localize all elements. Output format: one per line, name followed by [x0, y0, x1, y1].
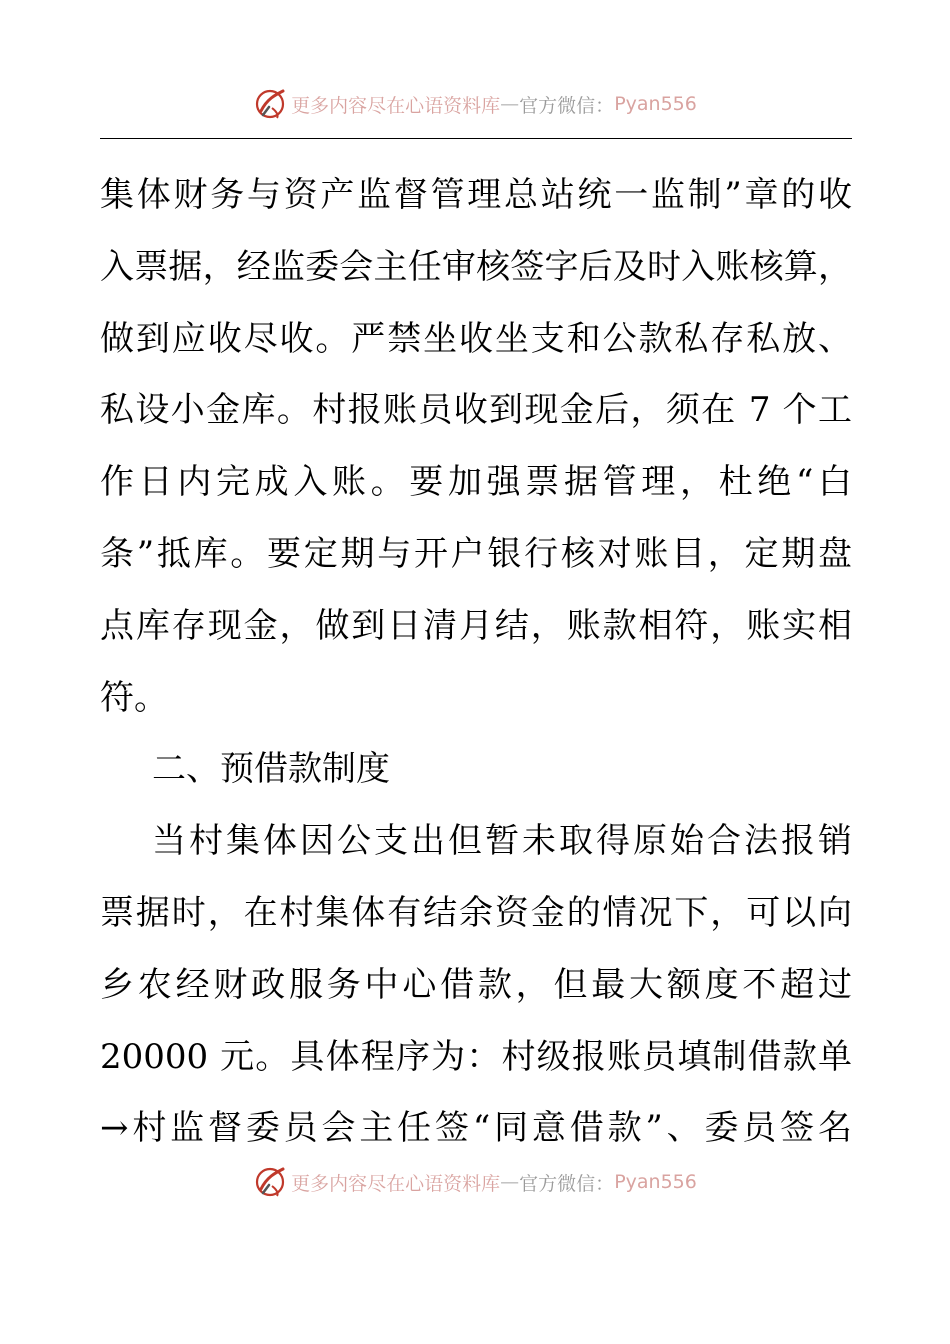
body-line: 私设小金库。村报账员收到现金后，须在 7 个工 [100, 390, 852, 431]
banner-wechat-id: Pyan556 [614, 1171, 697, 1193]
body-line: 入票据，经监委会主任审核签字后及时入账核算， [100, 246, 852, 287]
pen-ribbon-logo-icon [253, 87, 287, 121]
body-line: 点库存现金，做到日清月结，账款相符，账实相 [100, 605, 852, 646]
document-body [100, 160, 852, 1165]
pen-ribbon-logo-icon [253, 1165, 287, 1199]
body-line: 做到应收尽收。严禁坐收坐支和公款私存私放、 [100, 318, 852, 359]
banner-title: 更多内容尽在心语资料库 [291, 1172, 501, 1195]
banner-wechat-id: Pyan556 [614, 93, 697, 115]
body-line: 票据时，在村集体有结余资金的情况下，可以向 [100, 892, 852, 933]
banner-dash: — [500, 93, 520, 115]
body-line: 符。 [100, 677, 168, 718]
header-divider [100, 138, 852, 139]
body-line: 当村集体因公支出但暂未取得原始合法报销 [152, 821, 852, 862]
banner-wechat-label: 官方微信： [519, 1172, 615, 1195]
section-heading: 二、预借款制度 [152, 749, 390, 790]
banner-wechat-label: 官方微信： [519, 94, 615, 117]
body-line: 集体财务与资产监督管理总站统一监制”章的收 [100, 175, 852, 215]
footer-banner [0, 1162, 950, 1202]
header-banner [0, 84, 950, 124]
body-line: →村监督委员会主任签“同意借款”、委员签名 [100, 1108, 852, 1149]
banner-dash: — [500, 1171, 520, 1193]
body-line: 作日内完成入账。要加强票据管理，杜绝“白 [100, 462, 852, 503]
body-line: 20000 元。具体程序为：村级报账员填制借款单 [100, 1036, 852, 1077]
body-line: 条”抵库。要定期与开户银行核对账目，定期盘 [100, 533, 852, 574]
banner-title: 更多内容尽在心语资料库 [291, 94, 501, 117]
body-line: 乡农经财政服务中心借款，但最大额度不超过 [100, 964, 852, 1005]
